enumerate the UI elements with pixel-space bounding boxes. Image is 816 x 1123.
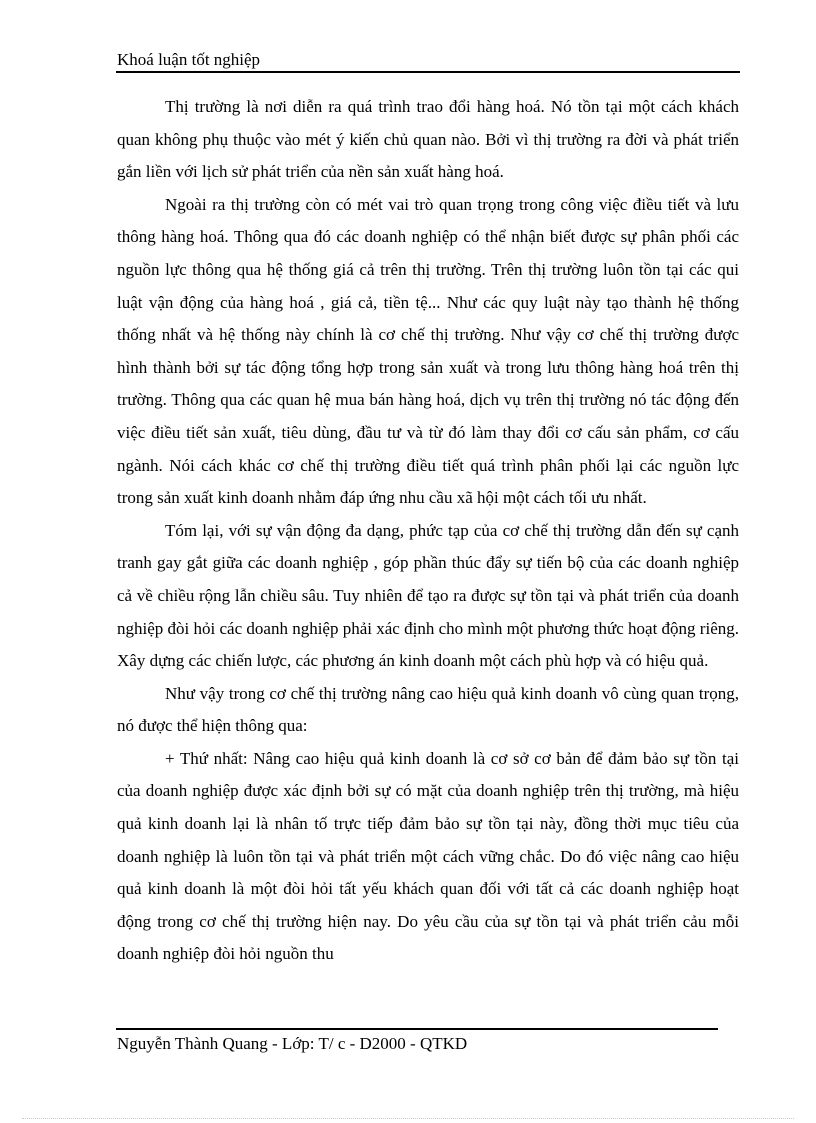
page-header-title: Khoá luận tốt nghiệp bbox=[117, 50, 261, 69]
footer-divider bbox=[116, 1028, 718, 1030]
paragraph-2: Ngoài ra thị trường còn có mét vai trò quan trọng trong công việc điều tiết và lưu thông hàng hoá. Thông qua đó các doanh nghiệp có thể nhận biết được sự phân phối các nguồn lực thông qua hệ thống giá cả trên thị trường. Trên thị trường luôn tồn tại các qui luật vận động của hàng hoá , giá cả, tiền tệ... Như các quy luật này tạo thành hệ thống thống nhất và hệ thống này chính là cơ chế thị trường. Như vậy cơ chế thị trường được hình thành bởi sự tác động tổng hợp trong sản xuất và trong lưu thông hàng hoá trên thị trường. Thông qua các quan hệ mua bán hàng hoá, dịch vụ trên thị trường nó tác động đến việc điều tiết sản xuất, tiêu dùng, đầu tư và từ đó làm thay đổi cơ cấu sản phẩm, cơ cấu ngành. Nói cách khác cơ chế thị trường điều tiết quá trình phân phối lại các nguồn lực trong sản xuất kinh doanh nhằm đáp ứng nhu cầu xã hội một cách tối ưu nhất. bbox=[117, 194, 739, 508]
document-body bbox=[117, 91, 739, 971]
paragraph-1: Thị trường là nơi diễn ra quá trình trao đổi hàng hoá. Nó tồn tại một cách khách quan không phụ thuộc vào mét ý kiến chủ quan nào. Bởi vì thị trường ra đời và phát triển gắn liền với lịch sử phát triển của nền sản xuất hàng hoá. bbox=[117, 97, 739, 182]
paragraph-3: Tóm lại, với sự vận động đa dạng, phức tạp của cơ chế thị trường dẫn đến sự cạnh tranh gay gắt giữa các doanh nghiệp , góp phần thúc đẩy sự tiến bộ của các doanh nghiệp cả về chiều rộng lẫn chiều sâu. Tuy nhiên để tạo ra được sự tồn tại và phát triển của doanh nghiệp đòi hỏi các doanh nghiệp phải xác định cho mình một phương thức hoạt động riêng. Xây dựng các chiến lược, các phương án kinh doanh một cách phù hợp và có hiệu quả. bbox=[117, 520, 739, 671]
page-footer-author: Nguyễn Thành Quang - Lớp: T/ c - D2000 - QTKD bbox=[117, 1034, 468, 1053]
page-bottom-border bbox=[22, 1118, 794, 1119]
header-divider bbox=[116, 71, 740, 73]
paragraph-4: Như vậy trong cơ chế thị trường nâng cao hiệu quả kinh doanh vô cùng quan trọng, nó được thể hiện thông qua: bbox=[117, 683, 739, 736]
paragraph-5: + Thứ nhất: Nâng cao hiệu quả kinh doanh là cơ sở cơ bản để đảm bảo sự tồn tại của doanh nghiệp được xác định bởi sự có mặt của doanh nghiệp trên thị trường, mà hiệu quả kinh doanh lại là nhân tố trực tiếp đảm bảo sự tồn tại này, đồng thời mục tiêu của doanh nghiệp là luôn tồn tại và phát triển một cách vững chắc. Do đó việc nâng cao hiệu quả kinh doanh là một đòi hỏi tất yếu khách quan đối với tất cả các doanh nghiệp hoạt động trong cơ chế thị trường hiện nay. Do yêu cầu của sự tồn tại và phát triển cảu mỗi doanh nghiệp đòi hỏi nguồn thu bbox=[117, 748, 739, 964]
